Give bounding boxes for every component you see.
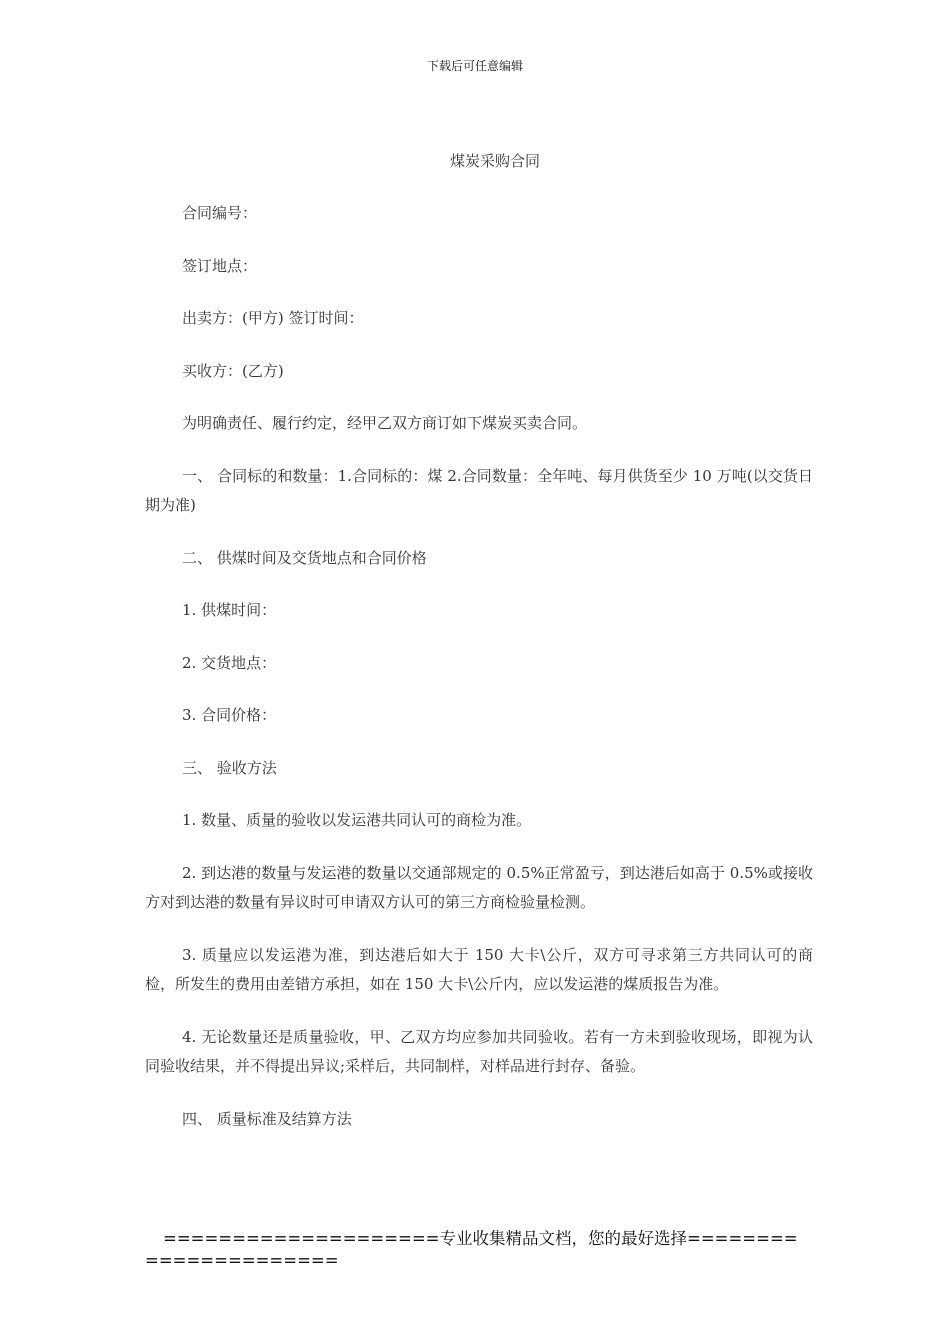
- buyer-line: 买收方：(乙方): [182, 361, 284, 380]
- acceptance-item-4: 4. 无论数量还是质量验收，甲、乙双方均应参加共同验收。若有一方未到验收现场，即视为认同验收结果，并不得提出异议;采样后，共同制样，对样品进行封存、备验。: [145, 1027, 813, 1075]
- section-2-heading: 二、 供煤时间及交货地点和合同价格: [182, 548, 427, 567]
- contract-price-line: 3. 合同价格：: [182, 706, 277, 724]
- section-1-paragraph: 一、 合同标的和数量：1.合同标的：煤 2.合同数量：全年吨、每月供货至少 10 万吨(以交货日期为准): [145, 466, 813, 514]
- contract-number-line: 合同编号：: [182, 204, 258, 222]
- acceptance-item-2: 2. 到达港的数量与发运港的数量以交通部规定的 0.5%正常盈亏，到达港后如高于 0.5%或接收方对到达港的数量有异议时可申请双方认可的第三方商检验量检测。: [145, 863, 813, 911]
- supply-time-line: 1. 供煤时间：: [182, 601, 277, 619]
- acceptance-item-3: 3. 质量应以发运港为准，到达港后如大于 150 大卡\公斤，双方可寻求第三方共同认可的商检，所发生的费用由差错方承担，如在 150 大卡\公斤内，应以发运港的煤质报告为准。: [145, 945, 813, 993]
- section-4-heading: 四、 质量标准及结算方法: [182, 1109, 352, 1128]
- page-header: 下载后可任意编辑: [426, 59, 523, 73]
- page-footer: ====================专业收集精品文档，您的最好选择======================: [145, 1229, 798, 1270]
- preamble-paragraph: 为明确责任、履行约定，经甲乙双方商订如下煤炭买卖合同。: [182, 414, 588, 432]
- seller-line: 出卖方：(甲方) 签订时间：: [182, 309, 364, 327]
- document-title: 煤炭采购合同: [449, 152, 540, 170]
- signing-place-line: 签订地点：: [182, 256, 258, 275]
- section-3-heading: 三、 验收方法: [182, 758, 277, 777]
- document-body: [145, 199, 813, 1157]
- delivery-place-line: 2. 交货地点：: [182, 653, 277, 672]
- acceptance-item-1: 1. 数量、质量的验收以发运港共同认可的商检为准。: [182, 811, 532, 829]
